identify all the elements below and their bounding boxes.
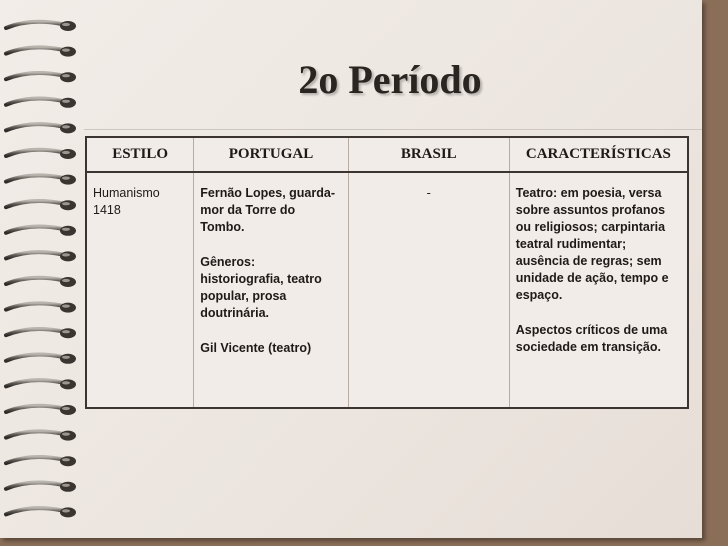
spiral-ring-icon xyxy=(6,303,76,313)
brasil-value: - xyxy=(426,186,431,200)
spiral-ring-icon xyxy=(6,251,76,261)
page-title: 2o Período xyxy=(298,57,482,102)
literature-period-table xyxy=(85,136,689,409)
spiral-ring-icon xyxy=(6,354,76,364)
spiral-ring-icon xyxy=(6,47,76,57)
spiral-binding-rings-icon xyxy=(0,14,84,534)
spiral-ring-icon xyxy=(6,277,76,287)
table-row xyxy=(86,172,688,408)
header-portugal: PORTUGAL xyxy=(194,137,348,172)
spiral-ring-icon xyxy=(6,21,76,31)
spiral-ring-icon xyxy=(6,72,76,82)
spiral-ring-icon xyxy=(6,200,76,210)
spiral-ring-icon xyxy=(6,149,76,159)
cell-portugal xyxy=(194,172,348,408)
portugal-paragraph: Gil Vicente (teatro) xyxy=(200,341,312,355)
caracteristicas-paragraph: Teatro: em poesia, versa sobre assuntos profanos ou religiosos; carpintaria teatral rudimentar; ausência de regras; sem unidade de ação, tempo e espaço. xyxy=(515,186,669,302)
portugal-paragraph: Gêneros: historiografia, teatro popular, prosa doutrinária. xyxy=(200,255,322,320)
spiral-ring-icon xyxy=(6,379,76,389)
spiral-ring-icon xyxy=(6,482,76,492)
header-caracteristicas: CARACTERÍSTICAS xyxy=(509,137,688,172)
title-divider xyxy=(84,129,702,130)
spiral-binding xyxy=(0,14,84,534)
spiral-ring-icon xyxy=(6,431,76,441)
spiral-ring-icon xyxy=(6,456,76,466)
spiral-ring-icon xyxy=(6,328,76,338)
estilo-year: 1418 xyxy=(93,203,121,217)
spiral-ring-icon xyxy=(6,175,76,185)
cell-brasil xyxy=(348,172,509,408)
header-estilo: ESTILO xyxy=(86,137,194,172)
spiral-ring-icon xyxy=(6,226,76,236)
spiral-ring-icon xyxy=(6,98,76,108)
caracteristicas-paragraph: Aspectos críticos de uma sociedade em transição. xyxy=(515,323,668,354)
spiral-ring-icon xyxy=(6,123,76,133)
estilo-name: Humanismo xyxy=(93,186,160,200)
header-brasil: BRASIL xyxy=(348,137,509,172)
table-header-row xyxy=(86,137,688,172)
cell-caracteristicas xyxy=(509,172,688,408)
cell-estilo xyxy=(86,172,194,408)
spiral-ring-icon xyxy=(6,405,76,415)
portugal-paragraph: Fernão Lopes, guarda-mor da Torre do Tombo. xyxy=(200,186,335,234)
spiral-ring-icon xyxy=(6,507,76,517)
